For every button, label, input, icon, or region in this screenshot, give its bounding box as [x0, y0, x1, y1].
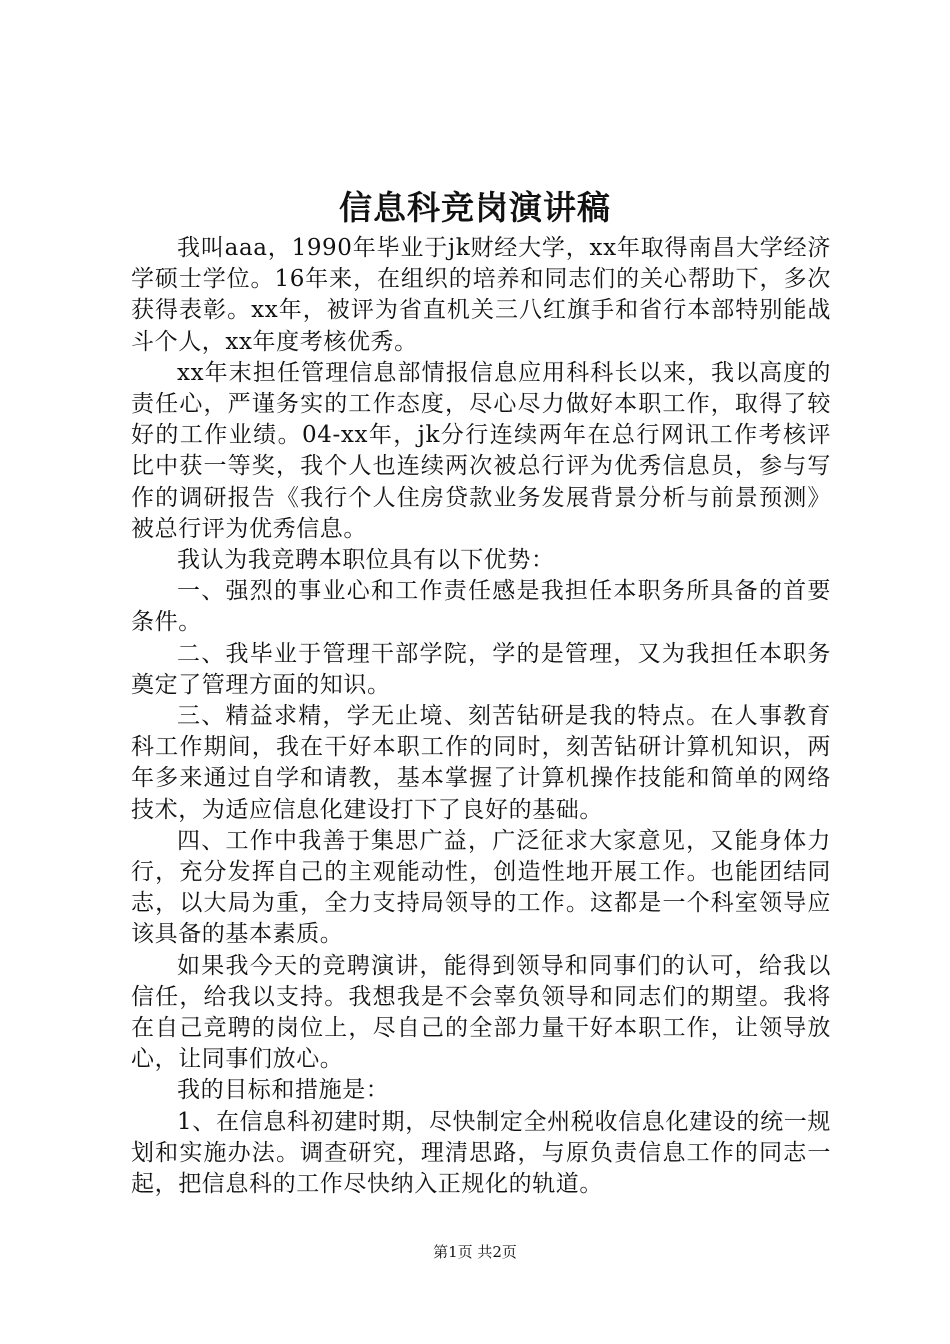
document-body: [131, 233, 831, 1200]
paragraph-advantage-4: 四、工作中我善于集思广益，广泛征求大家意见，又能身体力行，充分发挥自己的主观能动性，创造性地开展工作。也能团结同志，以大局为重，全力支持局领导的工作。这都是一个科室领导应该具备的基本素质。: [131, 827, 831, 948]
page-footer: 第1页 共2页: [433, 1243, 517, 1261]
paragraph-introduction: 我叫aaa，1990年毕业于jk财经大学，xx年取得南昌大学经济学硕士学位。16年来，在组织的培养和同志们的关心帮助下，多次获得表彰。xx年，被评为省直机关三八红旗手和省行本部特别能战斗个人，xx年度考核优秀。: [131, 235, 831, 355]
paragraph-commitment: 如果我今天的竞聘演讲，能得到领导和同事们的认可，给我以信任，给我以支持。我想我是不会辜负领导和同志们的期望。我将在自己竞聘的岗位上，尽自己的全部力量干好本职工作，让领导放心，让同事们放心。: [131, 952, 831, 1073]
paragraph-goal-1: 1、在信息科初建时期，尽快制定全州税收信息化建设的统一规划和实施办法。调查研究，理清思路，与原负责信息工作的同志一起，把信息科的工作尽快纳入正规化的轨道。: [131, 1108, 831, 1198]
paragraph-advantage-3: 三、精益求精，学无止境、刻苦钻研是我的特点。在人事教育科工作期间，我在干好本职工作的同时，刻苦钻研计算机知识，两年多来通过自学和请教，基本掌握了计算机操作技能和简单的网络技术，为适应信息化建设打下了良好的基础。: [131, 703, 831, 823]
paragraph-advantages-intro: 我认为我竞聘本职位具有以下优势：: [177, 547, 555, 574]
paragraph-work-record: xx年末担任管理信息部情报信息应用科科长以来，我以高度的责任心，严谨务实的工作态度，尽心尽力做好本职工作，取得了较好的工作业绩。04-xx年，jk分行连续两年在总行网讯工作考核评比中获一等奖，我个人也连续两次被总行评为优秀信息员，参与写作的调研报告《我行个人住房贷款业务发展背景分析与前景预测》被总行评为优秀信息。: [131, 359, 831, 542]
paragraph-goals-intro: 我的目标和措施是：: [177, 1077, 390, 1104]
paragraph-advantage-2: 二、我毕业于管理干部学院，学的是管理，又为我担任本职务奠定了管理方面的知识。: [131, 640, 831, 698]
paragraph-advantage-1: 一、强烈的事业心和工作责任感是我担任本职务所具备的首要条件。: [131, 578, 831, 636]
document-title: 信息科竞岗演讲稿: [339, 188, 611, 227]
